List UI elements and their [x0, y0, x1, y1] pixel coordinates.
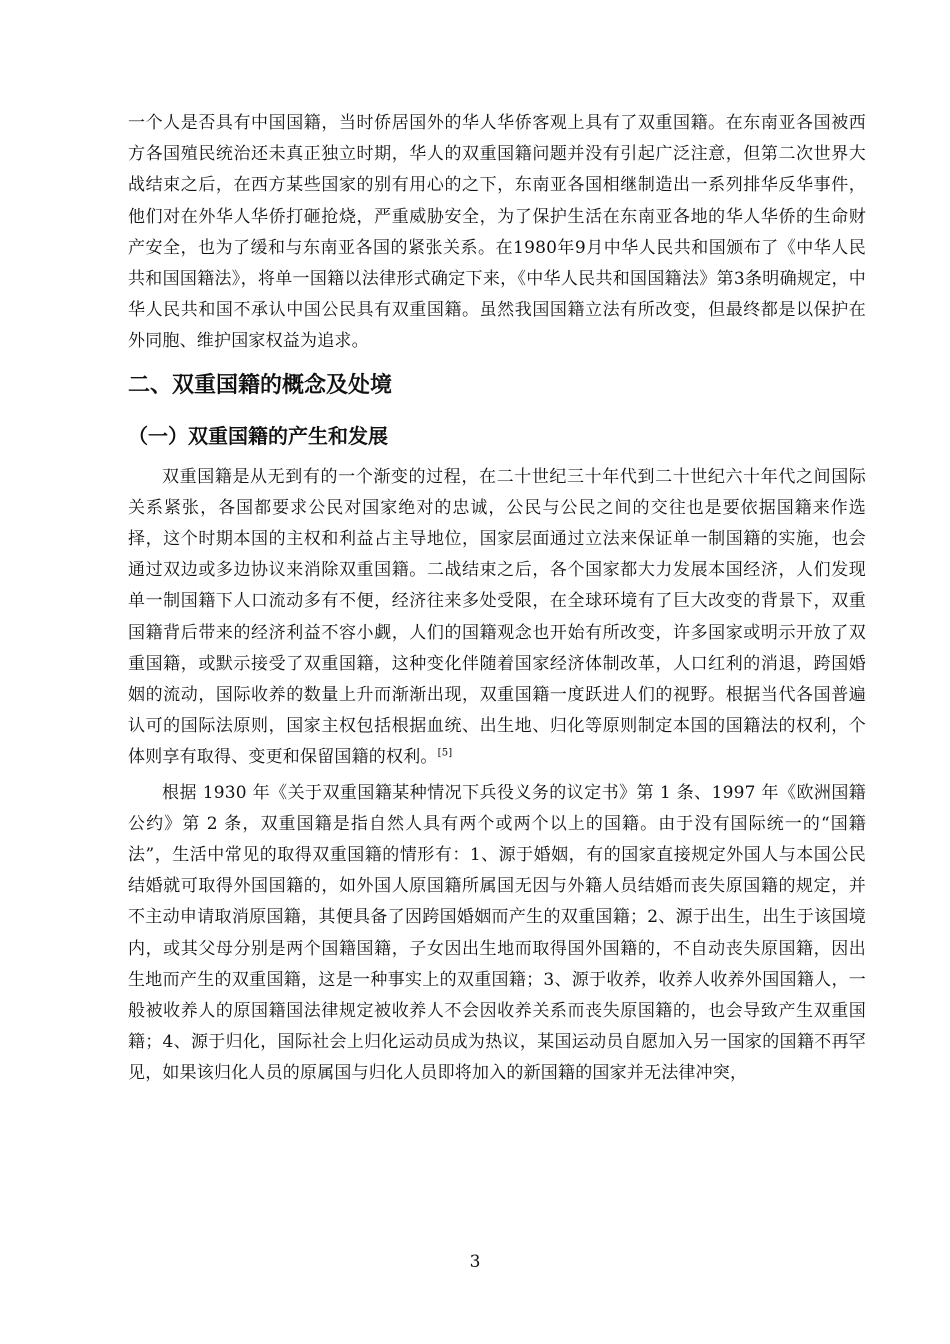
paragraph-text: 双重国籍是从无到有的一个渐变的过程，在二十世纪三十年代到二十世纪六十年代之间国际关系紧张，各国都要求公民对国家绝对的忠诚，公民与公民之间的交往也是要依据国籍来作选择，这个时期本国的主权和利益占主导地位，国家层面通过立法来保证单一制国籍的实施，也会通过双边或多边协议来消除双重国籍。二战结束之后，各个国家都大力发展本国经济，人们发现单一制国籍下人口流动多有不便，经济往来多处受限，在全球环境有了巨大改变的背景下，双重国籍背后带来的经济利益不容小觑，人们的国籍观念也开始有所改变，许多国家或明示开放了双重国籍，或默示接受了双重国籍，这种变化伴随着国家经济体制改革，人口红利的消退，跨国婚姻的流动，国际收养的数量上升而渐渐出现，双重国籍一度跃进人们的视野。根据当代各国普遍认可的国际法原则，国家主权包括根据血统、出生地、归化等原则制定本国的国籍法的权利，个体则享有取得、变更和保留国籍的权利。	[128, 466, 866, 768]
page-number: 3	[469, 1252, 481, 1272]
section-heading: 二、双重国籍的概念及处境	[128, 372, 393, 398]
body-paragraph: 一个人是否具有中国国籍，当时侨居国外的华人华侨客观上具有了双重国籍。在东南亚各国被西方各国殖民统治还未真正独立时期，华人的双重国籍问题并没有引起广泛注意，但第二次世界大战结束之后，在西方某些国家的别有用心的之下，东南亚各国相继制造出一系列排华反华事件，他们对在外华人华侨打砸抢烧，严重威胁安全，为了保护生活在东南亚各地的华人华侨的生命财产安全，也为了缓和与东南亚各国的紧张关系。在1980年9月中华人民共和国颁布了《中华人民共和国国籍法》，将单一国籍以法律形式确定下来，《中华人民共和国国籍法》第3条明确规定，中华人民共和国不承认中国公民具有双重国籍。虽然我国国籍立法有所改变，但最终都是以保护在外同胞、维护国家权益为追求。	[128, 113, 866, 352]
body-paragraph	[128, 462, 866, 774]
page-content	[128, 108, 866, 1090]
body-paragraph: 根据 1930 年《关于双重国籍某种情况下兵役义务的议定书》第 1 条、1997 年《欧洲国籍公约》第 2 条，双重国籍是指自然人具有两个或两个以上的国籍。由于没有国际统一的“国籍法”，生活中常见的取得双重国籍的情形有：1、源于婚姻，有的国家直接规定外国人与本国公民结婚就可取得外国国籍的，如外国人原国籍所属国无因与外籍人员结婚而丧失原国籍的规定，并不主动申请取消原国籍，其便具备了因跨国婚姻而产生的双重国籍；2、源于出生，出生于该国境内，或其父母分别是两个国籍国籍，子女因出生地而取得国外国籍的，不自动丧失原国籍，因出生地而产生的双重国籍，这是一种事实上的双重国籍；3、源于收养，收养人收养外国国籍人，一般被收养人的原国籍国法律规定被收养人不会因收养关系而丧失原国籍的，也会导致产生双重国籍；4、源于归化，国际社会上归化运动员成为热议，某国运动员自愿加入另一国家的国籍不再罕见，如果该归化人员的原属国与归化人员即将加入的新国籍的国家并无法律冲突，	[128, 782, 866, 1084]
subsection-heading: （一）双重国籍的产生和发展	[128, 423, 388, 448]
citation-mark: [5]	[437, 747, 453, 759]
